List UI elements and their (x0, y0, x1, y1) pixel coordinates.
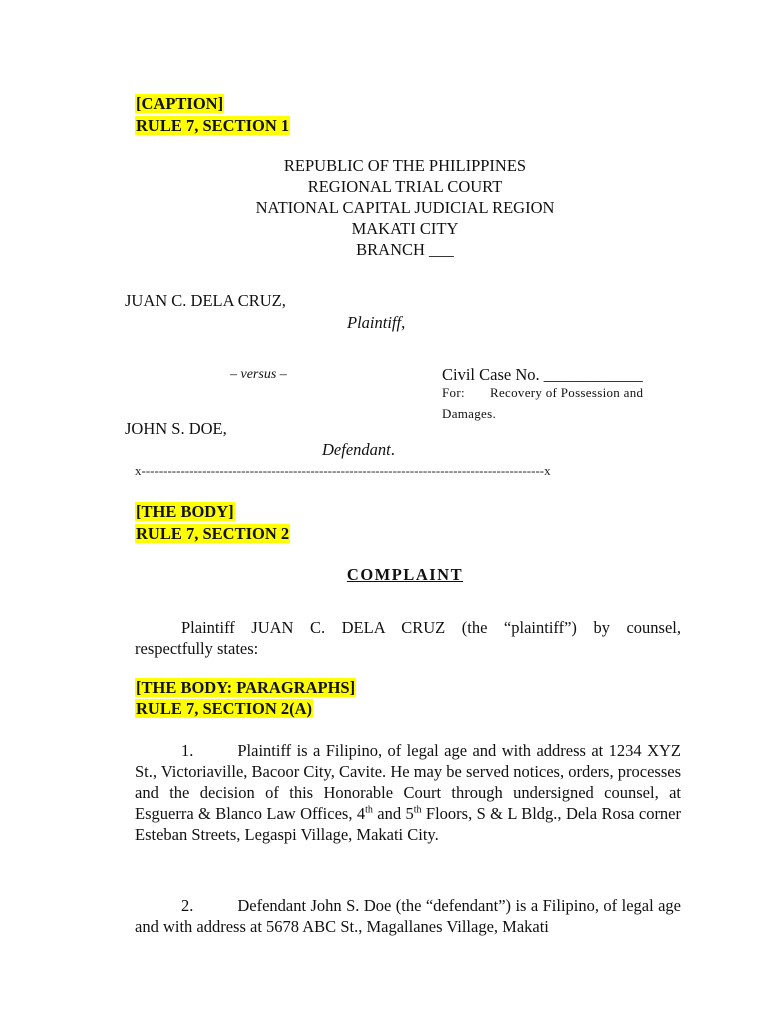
caption-label: [CAPTION] (136, 94, 224, 113)
defendant-role: Defendant. (322, 440, 395, 459)
plaintiff-name: JUAN C. DELA CRUZ, (125, 291, 286, 310)
caption-divider: x---------------------------------------------------------------------------------------------x (135, 463, 551, 478)
body-label: [THE BODY] (136, 502, 234, 521)
court-line-rtc: REGIONAL TRIAL COURT (307, 177, 503, 196)
case-for-label: For: (442, 385, 465, 400)
versus-label: – versus – (230, 367, 287, 382)
civil-case-number: Civil Case No. ____________ (442, 365, 643, 384)
plaintiff-role: Plaintiff, (347, 313, 406, 332)
body-rule: RULE 7, SECTION 2 (136, 524, 290, 543)
case-for-line1: Recovery of Possession and (490, 385, 644, 400)
case-for-line2: Damages. (442, 406, 497, 421)
court-line-city: MAKATI CITY (351, 219, 459, 238)
intro-paragraph: Plaintiff JUAN C. DELA CRUZ (the “plaintiff”) by counsel, respectfully states: (135, 618, 681, 658)
court-line-republic: REPUBLIC OF THE PHILIPPINES (283, 156, 527, 175)
paragraphs-rule: RULE 7, SECTION 2(A) (136, 699, 313, 718)
caption-rule: RULE 7, SECTION 1 (136, 116, 290, 135)
paragraph-2: 2. Defendant John S. Doe (the “defendant”) is a Filipino, of legal age and with address at 5678 ABC St., Magallanes Village, Makati (135, 896, 681, 936)
defendant-name: JOHN S. DOE, (125, 419, 227, 438)
paragraphs-label: [THE BODY: PARAGRAPHS] (136, 678, 356, 697)
paragraph-2-number: 2. (181, 896, 194, 915)
paragraph-1-number: 1. (181, 741, 194, 760)
complaint-title: COMPLAINT (346, 565, 464, 584)
court-line-branch: BRANCH ___ (356, 240, 454, 259)
court-line-region: NATIONAL CAPITAL JUDICIAL REGION (255, 198, 555, 217)
paragraph-1: 1. Plaintiff is a Filipino, of legal age and with address at 1234 XYZ St., Victoriaville, Bacoor City, Cavite. He may be served notices, orders, processes and the decision of this Honorable Court through undersigned counsel, at Esguerra & Blanco Law Offices, 4th and 5th Floors, S & L Bldg., Dela Rosa corner Esteban Streets, Legaspi Village, Makati City. (135, 741, 682, 844)
